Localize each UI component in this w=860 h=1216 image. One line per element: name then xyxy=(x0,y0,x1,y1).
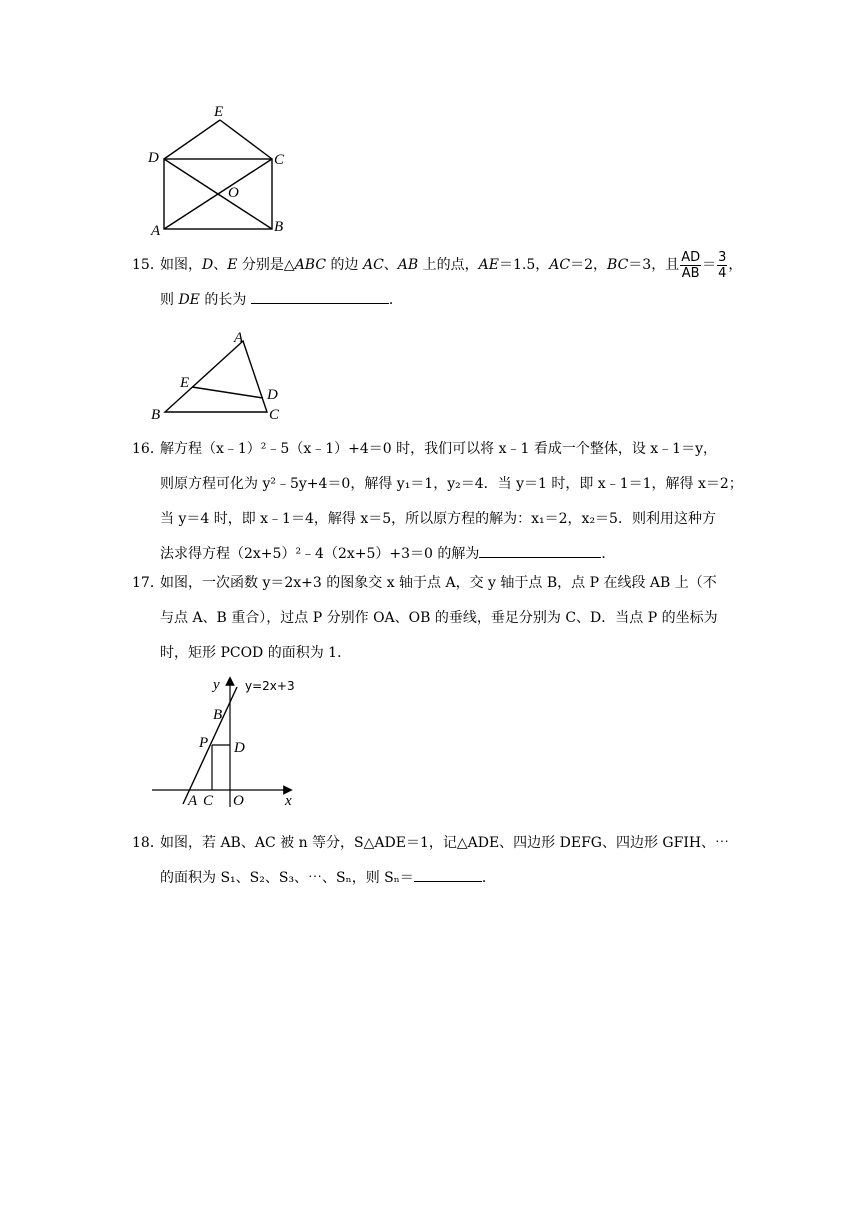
line-label: y=2x+3 xyxy=(245,679,295,693)
label-b: B xyxy=(213,707,223,723)
label-a: A xyxy=(234,330,244,346)
label-b: B xyxy=(151,407,161,423)
answer-blank-15[interactable] xyxy=(251,289,389,304)
question-17-line-3: 时，矩形 PCOD 的面积为 1． xyxy=(160,645,352,661)
label-o: O xyxy=(228,185,239,201)
question-15-line-2: 则 DE 的长为 ． xyxy=(132,283,732,318)
question-17 xyxy=(132,566,732,671)
label-a: A xyxy=(151,223,161,239)
question-16-line-1: 16．解方程（x﹣1）²﹣5（x﹣1）+4＝0 时，我们可以将 x﹣1 看成一个整体，设 x﹣1＝y， xyxy=(132,441,717,457)
label-a: A xyxy=(188,793,198,809)
label-c: C xyxy=(269,407,280,423)
fraction-ad-ab: $\frac{AD}{AB}$ xyxy=(681,249,701,281)
label-d: D xyxy=(148,150,159,166)
label-d: D xyxy=(267,387,278,403)
label-p: P xyxy=(199,735,209,751)
question-18-line-1: 18．如图，若 AB、AC 被 n 等分，S△ADE＝1，记△ADE、四边形 DEFG、四边形 GFIH、⋯ xyxy=(132,835,730,851)
question-17-line-2: 与点 A、B 重合），过点 P 分别作 OA、OB 的垂线，垂足分别为 C、D．当点 P 的坐标为 xyxy=(160,610,718,626)
figure-linear-function-graph xyxy=(150,673,310,813)
figure-triangle-abc xyxy=(145,327,295,427)
label-e: E xyxy=(214,104,224,120)
axis-label-x: x xyxy=(285,793,292,809)
question-15-line-1: 15．如图，D、E 分别是△ABC 的边 AC、AB 上的点，AE＝1.5，AC＝2，BC＝3，且 $\frac{AD}{AB}$ ＝ $\frac{3}{4}$ ， xyxy=(132,249,743,281)
question-15 xyxy=(132,248,743,318)
figure-rectangle-abcd xyxy=(140,100,310,240)
question-16-line-2: 则原方程可化为 y²﹣5y+4＝0，解得 y₁＝1，y₂＝4．当 y＝1 时，即 x﹣1＝1，解得 x＝2； xyxy=(160,476,743,492)
label-o: O xyxy=(233,793,244,809)
answer-blank-18[interactable] xyxy=(414,867,482,882)
fraction-3-4: $\frac{3}{4}$ xyxy=(718,249,727,281)
label-d: D xyxy=(234,740,245,756)
question-16-line-3: 当 y＝4 时，即 x﹣1＝4，解得 x＝5，所以原方程的解为：x₁＝2，x₂＝5．则利用这种方 xyxy=(160,511,716,527)
question-16-line-4: 法求得方程（2x+5）²﹣4（2x+5）+3＝0 的解为 ． xyxy=(132,537,732,572)
question-18 xyxy=(132,826,732,896)
label-b: B xyxy=(274,219,284,235)
question-18-line-2: 的面积为 S₁、S₂、S₃、⋯、Sₙ，则 Sₙ＝ ． xyxy=(132,861,732,896)
label-c: C xyxy=(203,793,214,809)
label-e: E xyxy=(180,375,190,391)
question-16 xyxy=(132,432,743,572)
label-c: C xyxy=(274,152,285,168)
answer-blank-16[interactable] xyxy=(479,543,601,558)
question-17-line-1: 17．如图，一次函数 y＝2x+3 的图象交 x 轴于点 A，交 y 轴于点 B，点 P 在线段 AB 上（不 xyxy=(132,575,717,591)
axis-label-y: y xyxy=(213,677,220,693)
